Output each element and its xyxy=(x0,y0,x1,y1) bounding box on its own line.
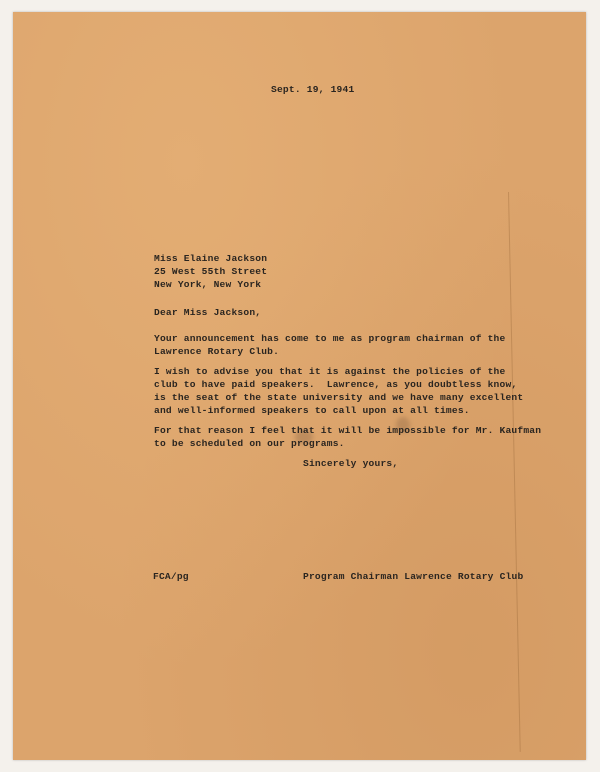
paragraph-2-line-4: and well-informed speakers to call upon at all times. xyxy=(154,405,470,416)
recipient-name: Miss Elaine Jackson xyxy=(154,253,268,264)
closing: Sincerely yours, xyxy=(303,458,399,469)
paragraph-3-line-1: For that reason I feel that it will be impossible for Mr. Kaufman xyxy=(154,425,542,436)
typist-initials: FCA/pg xyxy=(153,571,189,582)
recipient-city: New York, New York xyxy=(154,279,262,290)
recipient-street: 25 West 55th Street xyxy=(154,266,268,277)
paragraph-2-line-2: club to have paid speakers. Lawrence, as you doubtless know, xyxy=(154,379,518,390)
paragraph-1-line-2: Lawrence Rotary Club. xyxy=(154,346,280,357)
paragraph-3-line-2: to be scheduled on our programs. xyxy=(154,438,345,449)
paragraph-1-line-1: Your announcement has come to me as program chairman of the xyxy=(154,333,506,344)
letter-date: Sept. 19, 1941 xyxy=(271,84,355,95)
salutation: Dear Miss Jackson, xyxy=(154,307,262,318)
signature-title: Program Chairman Lawrence Rotary Club xyxy=(303,571,524,582)
paragraph-2-line-1: I wish to advise you that it is against the policies of the xyxy=(154,366,506,377)
letter-page xyxy=(13,12,586,760)
paper-crease xyxy=(508,192,521,752)
paragraph-2-line-3: is the seat of the state university and we have many excellent xyxy=(154,392,524,403)
